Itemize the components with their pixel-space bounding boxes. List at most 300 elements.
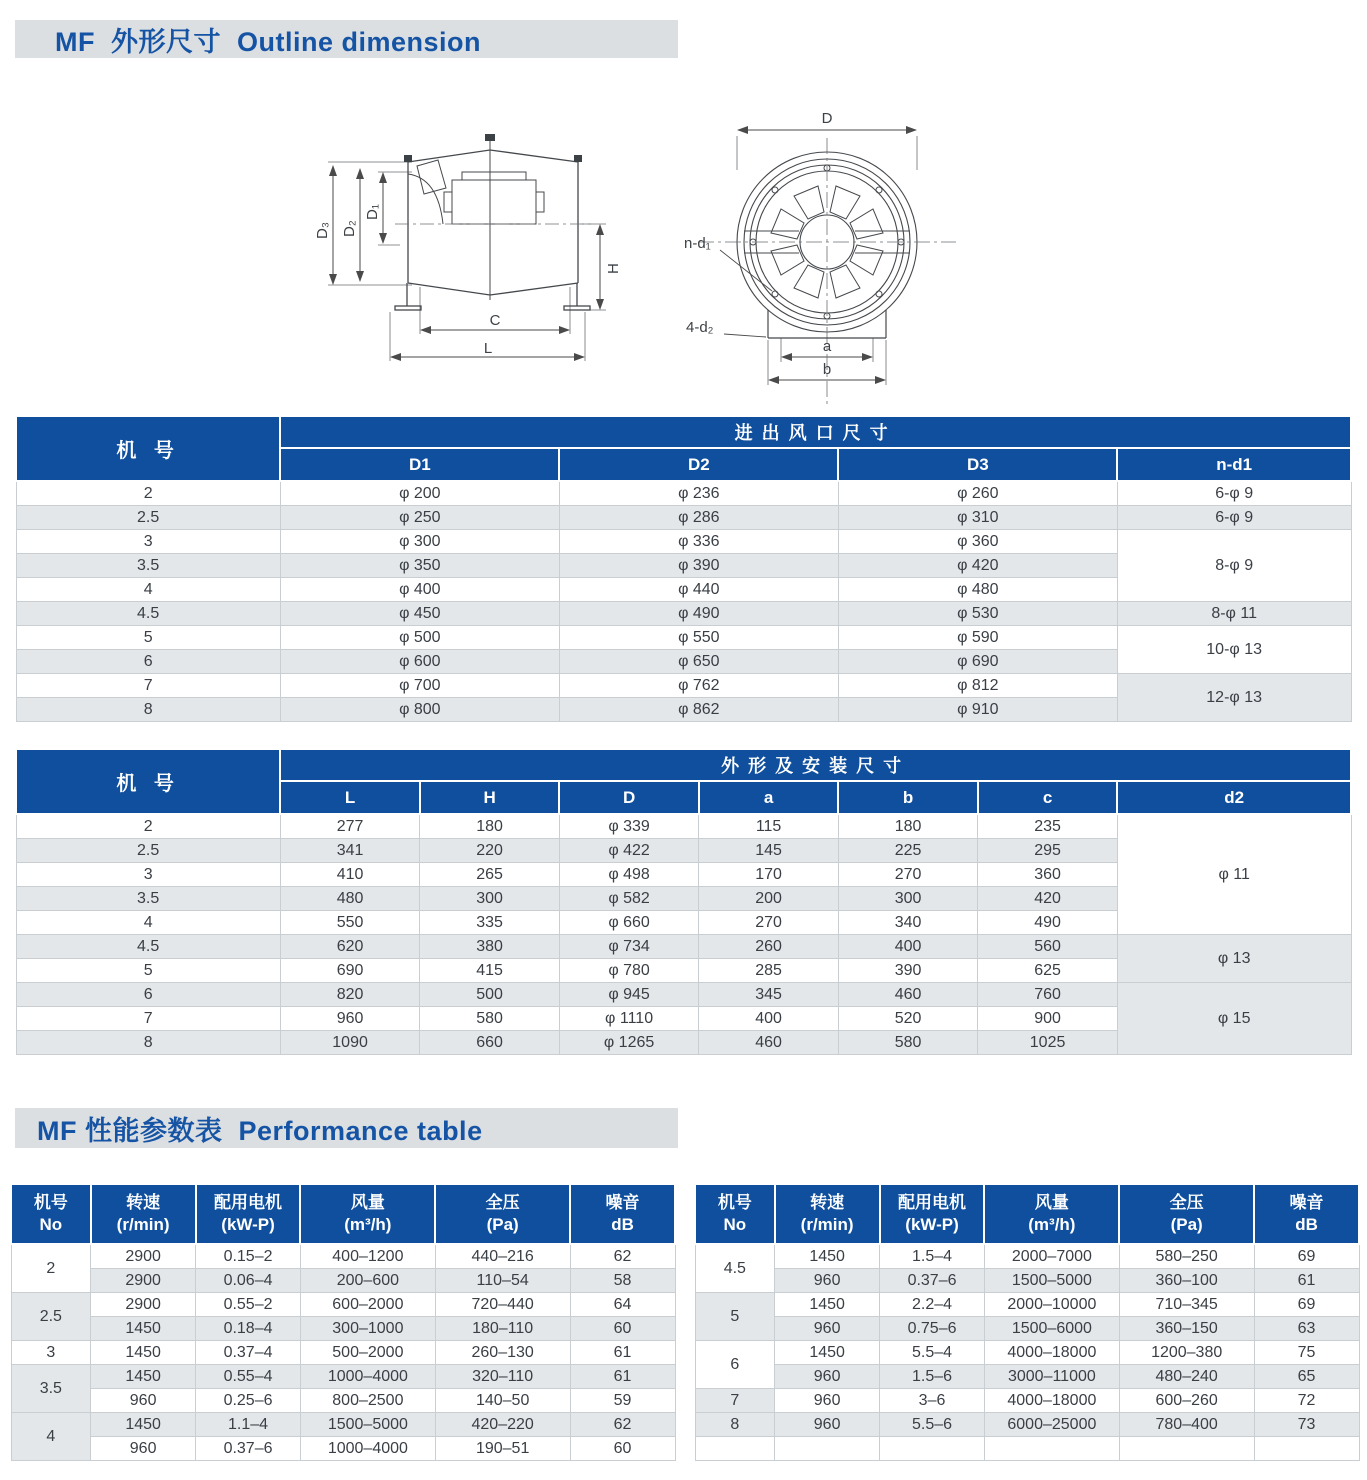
table-cell: φ 286 — [559, 506, 838, 530]
label-c: C — [489, 312, 501, 329]
table-row — [11, 1244, 675, 1269]
side-dimension-lines — [333, 166, 600, 357]
table-cell: φ 490 — [559, 602, 838, 626]
perf-header-airflow-unit: (m³/h) — [344, 1215, 392, 1234]
table-cell: φ 15 — [1117, 983, 1351, 1055]
table-cell: 690 — [280, 959, 420, 983]
table-cell: 2.2–4 — [880, 1293, 985, 1317]
table-row — [695, 1389, 1359, 1413]
table-cell: 0.55–2 — [196, 1293, 301, 1317]
table-cell: φ 945 — [559, 983, 699, 1007]
table-cell: 4000–18000 — [984, 1389, 1119, 1413]
table-row — [11, 1437, 675, 1461]
side-extension-lines — [328, 162, 606, 361]
perf-header-pressure-unit: (Pa) — [486, 1215, 519, 1234]
table-cell: 900 — [978, 1007, 1118, 1031]
table-cell: φ 862 — [559, 698, 838, 722]
perf-header-airflow-cn: 风量 — [1034, 1192, 1069, 1212]
table-cell: 1450 — [91, 1341, 196, 1365]
table-cell: 180 — [838, 814, 978, 839]
table-cell: 1450 — [775, 1341, 880, 1365]
table-row — [16, 935, 1351, 959]
table-cell: 2 — [11, 1244, 91, 1293]
table-cell: 5 — [16, 959, 280, 983]
table-cell: 60 — [570, 1317, 675, 1341]
header-col-a: a — [699, 781, 839, 814]
table-cell: φ 690 — [838, 650, 1117, 674]
table-cell: 61 — [570, 1365, 675, 1389]
table-cell: 3.5 — [16, 554, 280, 578]
table-cell: 1450 — [91, 1365, 196, 1389]
table-cell: φ 390 — [559, 554, 838, 578]
header-group-outline-mounting: 外形及安装尺寸 — [280, 749, 1351, 781]
table-cell: φ 422 — [559, 839, 699, 863]
table-row — [11, 1389, 675, 1413]
perf-header-machine-no-cn: 机号 — [33, 1192, 68, 1212]
table-cell: 335 — [420, 911, 560, 935]
table-cell: φ 590 — [838, 626, 1117, 650]
table-cell: 4 — [11, 1413, 91, 1461]
table-cell — [1119, 1437, 1254, 1461]
table-cell: φ 910 — [838, 698, 1117, 722]
table-cell: 320–110 — [435, 1365, 570, 1389]
table-cell: 550 — [280, 911, 420, 935]
label-l: L — [483, 340, 493, 357]
table-cell: 2000–10000 — [984, 1293, 1119, 1317]
table-cell: 1.5–4 — [880, 1244, 985, 1269]
section-title-performance — [15, 1108, 678, 1148]
table-cell: 4.5 — [16, 935, 280, 959]
table-row — [11, 1365, 675, 1389]
perf-header-noise-unit: dB — [611, 1215, 634, 1234]
table-cell: φ 440 — [559, 578, 838, 602]
table-cell: 0.25–6 — [196, 1389, 301, 1413]
label-h: H — [605, 263, 622, 274]
table-cell: 300 — [838, 887, 978, 911]
table-cell: 62 — [570, 1244, 675, 1269]
table-cell: 6 — [16, 650, 280, 674]
table-cell: 72 — [1254, 1389, 1359, 1413]
performance-table-right — [694, 1183, 1360, 1461]
table-cell: 1500–5000 — [300, 1413, 435, 1437]
perf-header-airflow-unit: (m³/h) — [1028, 1215, 1076, 1234]
table-cell: φ 500 — [280, 626, 559, 650]
label-d: D — [821, 110, 833, 127]
label-d1: D₁ — [364, 204, 381, 220]
table-cell: φ 13 — [1117, 935, 1351, 983]
table-cell: φ 339 — [559, 814, 699, 839]
table-cell: 0.18–4 — [196, 1317, 301, 1341]
perf-header-noise-cn: 噪音 — [1289, 1192, 1324, 1212]
table-cell: 277 — [280, 814, 420, 839]
table-cell: φ 260 — [838, 481, 1117, 506]
table-cell: 580–250 — [1119, 1244, 1254, 1269]
table-cell: φ 200 — [280, 481, 559, 506]
leader-lines — [720, 250, 772, 337]
table-cell: 180 — [420, 814, 560, 839]
header-col-c: c — [978, 781, 1118, 814]
table-cell: 2900 — [91, 1293, 196, 1317]
header-col-b: b — [838, 781, 978, 814]
table-cell: 600–2000 — [300, 1293, 435, 1317]
perf-header-pressure-unit: (Pa) — [1170, 1215, 1203, 1234]
perf-header-motor — [196, 1184, 301, 1244]
perf-header-machine-no — [695, 1184, 775, 1244]
table-cell: 3 — [11, 1341, 91, 1365]
perf-header-speed-unit: (r/min) — [116, 1215, 170, 1234]
table-cell: 69 — [1254, 1244, 1359, 1269]
table-cell: 6-φ 9 — [1117, 481, 1351, 506]
header-col-d: D — [559, 781, 699, 814]
table-cell: φ 300 — [280, 530, 559, 554]
fan-front-view-drawing — [668, 110, 978, 415]
table-cell: 0.37–6 — [880, 1269, 985, 1293]
table-cell: 225 — [838, 839, 978, 863]
table-cell: 270 — [838, 863, 978, 887]
table-cell: 460 — [838, 983, 978, 1007]
table-cell: 625 — [978, 959, 1118, 983]
table-cell: 400 — [699, 1007, 839, 1031]
table-cell: 380 — [420, 935, 560, 959]
perf-header-noise-cn: 噪音 — [605, 1192, 640, 1212]
section-title-outline-text: MF 外形尺寸 Outline dimension — [55, 26, 482, 57]
perf-header-noise — [1254, 1184, 1359, 1244]
table-row — [695, 1365, 1359, 1389]
table-cell: 600–260 — [1119, 1389, 1254, 1413]
table-cell: 295 — [978, 839, 1118, 863]
performance-table-left — [10, 1183, 676, 1461]
table-row — [16, 814, 1351, 839]
table-row — [16, 481, 1351, 506]
table-cell: φ 350 — [280, 554, 559, 578]
table-cell: 400 — [838, 935, 978, 959]
table-cell: 1450 — [775, 1244, 880, 1269]
perf-header-airflow — [984, 1184, 1119, 1244]
table-cell: 2.5 — [16, 506, 280, 530]
section-title-performance-text: MF 性能参数表 Performance table — [37, 1115, 483, 1146]
table-cell: 620 — [280, 935, 420, 959]
table-cell: 460 — [699, 1031, 839, 1055]
table-cell: 4000–18000 — [984, 1341, 1119, 1365]
table-cell: 8-φ 9 — [1117, 530, 1351, 602]
table-cell: 64 — [570, 1293, 675, 1317]
table-cell: 6 — [16, 983, 280, 1007]
table-cell — [880, 1437, 985, 1461]
table-cell: 960 — [91, 1437, 196, 1461]
table-cell: 345 — [699, 983, 839, 1007]
table-row — [16, 506, 1351, 530]
perf-header-motor-cn: 配用电机 — [214, 1192, 283, 1212]
table-cell: 420–220 — [435, 1413, 570, 1437]
table-cell: φ 1110 — [559, 1007, 699, 1031]
fan-side-view-drawing — [300, 122, 660, 402]
table-cell: 1.1–4 — [196, 1413, 301, 1437]
table-cell: 0.75–6 — [880, 1317, 985, 1341]
table-cell: φ 600 — [280, 650, 559, 674]
table-cell: 390 — [838, 959, 978, 983]
table-cell: φ 250 — [280, 506, 559, 530]
table-cell: 12-φ 13 — [1117, 674, 1351, 722]
table-cell: φ 550 — [559, 626, 838, 650]
table-cell: 8 — [16, 698, 280, 722]
table-cell: 400–1200 — [300, 1244, 435, 1269]
table-cell: 145 — [699, 839, 839, 863]
table-cell: 0.15–2 — [196, 1244, 301, 1269]
table-cell: 61 — [1254, 1269, 1359, 1293]
table-cell: 1200–380 — [1119, 1341, 1254, 1365]
table-cell: 7 — [695, 1389, 775, 1413]
table-cell: 65 — [1254, 1365, 1359, 1389]
perf-header-speed — [775, 1184, 880, 1244]
label-b: b — [822, 361, 832, 378]
header-machine-no: 机 号 — [16, 416, 280, 481]
table-cell: φ 336 — [559, 530, 838, 554]
table-cell: 960 — [91, 1389, 196, 1413]
header-col-n-d1: n-d1 — [1117, 448, 1351, 481]
table-cell: 1500–6000 — [984, 1317, 1119, 1341]
table-cell: φ 480 — [838, 578, 1117, 602]
label-4-d2: 4-d₂ — [686, 319, 714, 336]
table-cell: 2 — [16, 814, 280, 839]
table-cell: 960 — [775, 1413, 880, 1437]
perf-header-noise — [570, 1184, 675, 1244]
perf-header-speed-cn: 转速 — [126, 1192, 161, 1212]
table-cell: 7 — [16, 1007, 280, 1031]
table-cell: φ 660 — [559, 911, 699, 935]
perf-header-motor — [880, 1184, 985, 1244]
table-cell: 61 — [570, 1341, 675, 1365]
header-col-h: H — [420, 781, 560, 814]
table-cell: 58 — [570, 1269, 675, 1293]
perf-header-machine-no — [11, 1184, 91, 1244]
table-cell: 1000–4000 — [300, 1365, 435, 1389]
perf-header-motor-unit: (kW-P) — [905, 1215, 959, 1234]
table-cell: 265 — [420, 863, 560, 887]
performance-table-right-body — [695, 1244, 1359, 1461]
table-cell: 2900 — [91, 1269, 196, 1293]
table-cell: 341 — [280, 839, 420, 863]
table-cell — [1254, 1437, 1359, 1461]
table-cell: 4.5 — [695, 1244, 775, 1293]
table-cell: 220 — [420, 839, 560, 863]
table-cell: 500–2000 — [300, 1341, 435, 1365]
table-cell: φ 762 — [559, 674, 838, 698]
table-cell: 200 — [699, 887, 839, 911]
table-cell: 2.5 — [16, 839, 280, 863]
table-cell: 4 — [16, 578, 280, 602]
table-cell: 520 — [838, 1007, 978, 1031]
table-cell: 1000–4000 — [300, 1437, 435, 1461]
table-cell: 1450 — [91, 1317, 196, 1341]
table-cell: 260–130 — [435, 1341, 570, 1365]
perf-header-pressure-cn: 全压 — [1169, 1192, 1204, 1212]
perf-header-airflow — [300, 1184, 435, 1244]
table-cell: 6000–25000 — [984, 1413, 1119, 1437]
perf-header-noise-unit: dB — [1295, 1215, 1318, 1234]
table-cell: 6-φ 9 — [1117, 506, 1351, 530]
table-cell: φ 11 — [1117, 814, 1351, 935]
table-cell: 180–110 — [435, 1317, 570, 1341]
table-cell: 235 — [978, 814, 1118, 839]
table-cell: 285 — [699, 959, 839, 983]
table-cell: 410 — [280, 863, 420, 887]
table-cell: 4.5 — [16, 602, 280, 626]
table-cell — [695, 1437, 775, 1461]
perf-header-machine-no-en: No — [39, 1215, 63, 1234]
table-row — [695, 1244, 1359, 1269]
table-cell: 3 — [16, 530, 280, 554]
table-cell: 0.37–6 — [196, 1437, 301, 1461]
perf-header-airflow-cn: 风量 — [350, 1192, 385, 1212]
table-cell: 960 — [775, 1317, 880, 1341]
table-cell: 420 — [978, 887, 1118, 911]
table-cell: 360–100 — [1119, 1269, 1254, 1293]
perf-header-pressure — [1119, 1184, 1254, 1244]
table-cell: 63 — [1254, 1317, 1359, 1341]
table-cell: 1090 — [280, 1031, 420, 1055]
perf-header-pressure-cn: 全压 — [485, 1192, 520, 1212]
table-cell: 0.55–4 — [196, 1365, 301, 1389]
table-cell: 1450 — [91, 1413, 196, 1437]
fan-casing-outline — [395, 140, 590, 310]
table-cell: 3000–11000 — [984, 1365, 1119, 1389]
table-cell: 6 — [695, 1341, 775, 1389]
table-cell: 360–150 — [1119, 1317, 1254, 1341]
table-cell: φ 800 — [280, 698, 559, 722]
header-group-inlet-outlet: 进出风口尺寸 — [280, 416, 1351, 448]
table-row — [695, 1413, 1359, 1437]
table-cell: 260 — [699, 935, 839, 959]
table-cell: 720–440 — [435, 1293, 570, 1317]
table-cell: φ 1265 — [559, 1031, 699, 1055]
header-col-d2: d2 — [1117, 781, 1351, 814]
table-row — [11, 1269, 675, 1293]
perf-header-speed-unit: (r/min) — [800, 1215, 854, 1234]
table-cell: φ 700 — [280, 674, 559, 698]
table-cell: 8 — [695, 1413, 775, 1437]
table-cell: 580 — [420, 1007, 560, 1031]
table-cell: 5 — [16, 626, 280, 650]
table-cell: φ 236 — [559, 481, 838, 506]
table-cell: 960 — [280, 1007, 420, 1031]
inlet-outlet-size-table — [15, 415, 1352, 722]
table-row — [695, 1269, 1359, 1293]
label-n-d1: n-d₁ — [684, 235, 711, 252]
table-cell: 1.5–6 — [880, 1365, 985, 1389]
table-cell: 140–50 — [435, 1389, 570, 1413]
table-cell: 300–1000 — [300, 1317, 435, 1341]
table-cell: 2.5 — [11, 1293, 91, 1341]
table-row — [695, 1341, 1359, 1365]
performance-table-left-body — [11, 1244, 675, 1461]
table-cell: 960 — [775, 1389, 880, 1413]
header-col-d1: D1 — [280, 448, 559, 481]
table-cell: 69 — [1254, 1293, 1359, 1317]
table-cell: 580 — [838, 1031, 978, 1055]
table-cell: 115 — [699, 814, 839, 839]
table-cell: φ 498 — [559, 863, 699, 887]
section-title-outline — [15, 20, 678, 58]
table-cell: 480 — [280, 887, 420, 911]
perf-header-speed — [91, 1184, 196, 1244]
label-a: a — [822, 338, 832, 355]
table-cell: 8 — [16, 1031, 280, 1055]
table-cell: 820 — [280, 983, 420, 1007]
perf-header-speed-cn: 转速 — [810, 1192, 845, 1212]
table-cell: 73 — [1254, 1413, 1359, 1437]
perf-header-motor-unit: (kW-P) — [221, 1215, 275, 1234]
table-row — [16, 674, 1351, 698]
table-row — [16, 983, 1351, 1007]
header-col-d2: D2 — [559, 448, 838, 481]
table-cell: 800–2500 — [300, 1389, 435, 1413]
table-cell: 5.5–6 — [880, 1413, 985, 1437]
header-col-d3: D3 — [838, 448, 1117, 481]
table-cell: 190–51 — [435, 1437, 570, 1461]
table-cell: 560 — [978, 935, 1118, 959]
table-row — [16, 626, 1351, 650]
table-cell: φ 420 — [838, 554, 1117, 578]
table-cell: 1500–5000 — [984, 1269, 1119, 1293]
header-col-l: L — [280, 781, 420, 814]
table-cell: 60 — [570, 1437, 675, 1461]
table-cell: 440–216 — [435, 1244, 570, 1269]
table-cell: 3–6 — [880, 1389, 985, 1413]
table-cell: 3.5 — [11, 1365, 91, 1413]
table-cell: 960 — [775, 1269, 880, 1293]
table-cell: 59 — [570, 1389, 675, 1413]
perf-header-machine-no-en: No — [723, 1215, 747, 1234]
outline-mounting-size-table — [15, 748, 1352, 1055]
table-cell: 710–345 — [1119, 1293, 1254, 1317]
table-cell: 3.5 — [16, 887, 280, 911]
table-cell: 340 — [838, 911, 978, 935]
perf-header-motor-cn: 配用电机 — [898, 1192, 967, 1212]
table-cell: 415 — [420, 959, 560, 983]
table-cell — [775, 1437, 880, 1461]
outline-mounting-size-table-body — [16, 814, 1351, 1055]
table-cell: 4 — [16, 911, 280, 935]
table-cell: φ 360 — [838, 530, 1117, 554]
table-cell: φ 582 — [559, 887, 699, 911]
table-cell: 760 — [978, 983, 1118, 1007]
table-cell: 300 — [420, 887, 560, 911]
table-cell: 1025 — [978, 1031, 1118, 1055]
table-cell: 170 — [699, 863, 839, 887]
table-cell: φ 400 — [280, 578, 559, 602]
table-cell: φ 310 — [838, 506, 1117, 530]
table-cell: 2900 — [91, 1244, 196, 1269]
label-d3: D₃ — [314, 222, 331, 239]
table-cell: φ 450 — [280, 602, 559, 626]
table-cell: 360 — [978, 863, 1118, 887]
table-cell: 5 — [695, 1293, 775, 1341]
table-cell: φ 530 — [838, 602, 1117, 626]
table-row — [695, 1293, 1359, 1317]
table-cell: φ 650 — [559, 650, 838, 674]
table-cell — [984, 1437, 1119, 1461]
table-row — [11, 1341, 675, 1365]
perf-header-pressure — [435, 1184, 570, 1244]
table-cell: 5.5–4 — [880, 1341, 985, 1365]
table-row — [11, 1317, 675, 1341]
table-cell: 2000–7000 — [984, 1244, 1119, 1269]
table-cell: 960 — [775, 1365, 880, 1389]
table-cell: 490 — [978, 911, 1118, 935]
table-cell: 75 — [1254, 1341, 1359, 1365]
table-cell: 660 — [420, 1031, 560, 1055]
table-cell: φ 734 — [559, 935, 699, 959]
